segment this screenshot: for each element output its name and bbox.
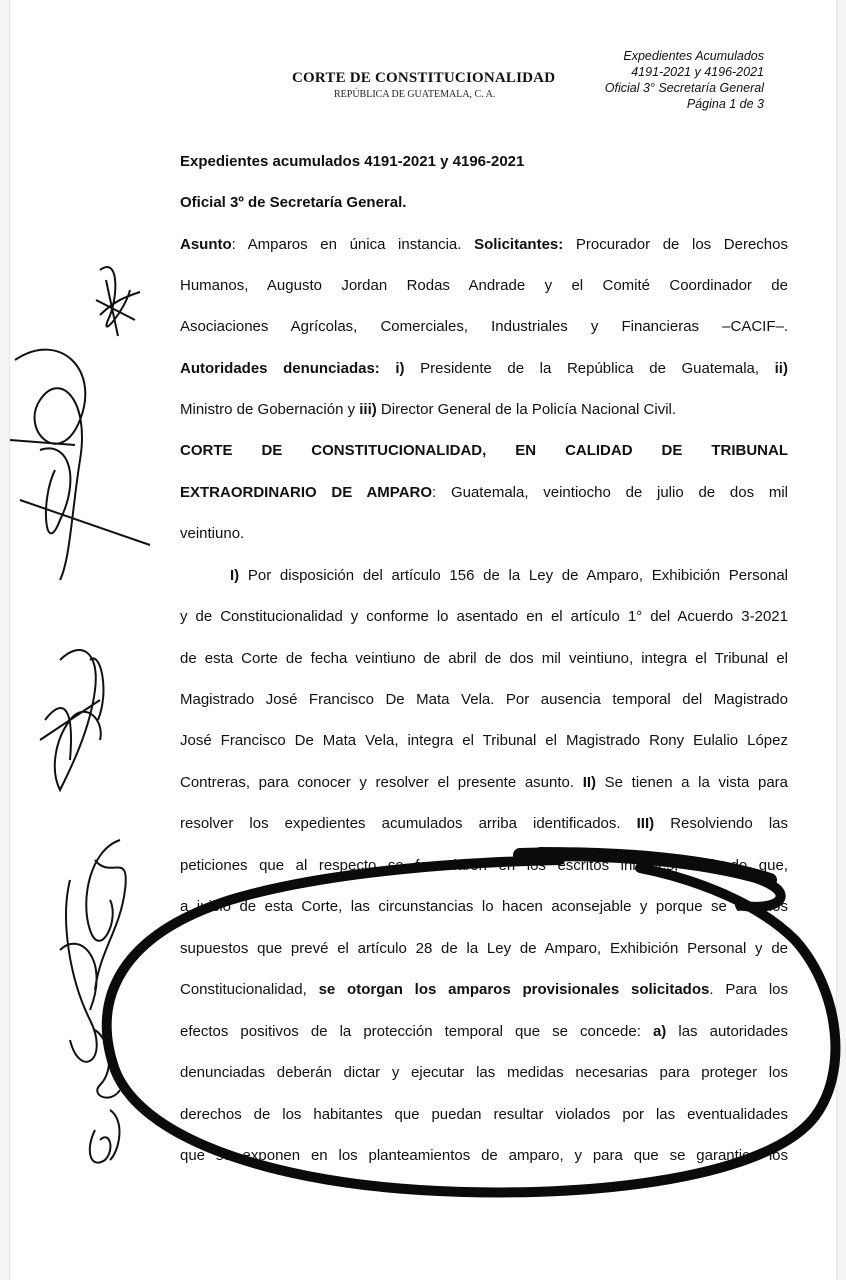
text-line: Contreras, para conocer y resolver el presente asunto. II) Se tienen a la vista para — [180, 774, 788, 791]
ref-line: 4191-2021 y 4196-2021 — [631, 65, 764, 79]
text-line: I) Por disposición del artículo 156 de la Ley de Amparo, Exhibición Personal — [230, 567, 788, 584]
page-number: Página 1 de 3 — [686, 97, 764, 111]
text-line: Asunto: Amparos en única instancia. Solicitantes: Procurador de los Derechos — [180, 236, 788, 253]
text-line: denunciadas deberán dictar y ejecutar las medidas necesarias para proteger los — [180, 1064, 788, 1081]
office-line: Oficial 3º de Secretaría General. — [180, 194, 407, 211]
case-numbers: Expedientes acumulados 4191-2021 y 4196-2021 — [180, 153, 525, 170]
text-line: derechos de los habitantes que puedan resultar violados por las eventualidades — [180, 1106, 788, 1123]
text-line: de esta Corte de fecha veintiuno de abril de dos mil veintiuno, integra el Tribunal el — [180, 650, 788, 667]
ref-line: Expedientes Acumulados — [623, 49, 764, 63]
text-line: veintiuno. — [180, 525, 245, 542]
file-reference — [605, 48, 764, 112]
text-line: supuestos que prevé el artículo 28 de la Ley de Amparo, Exhibición Personal y de — [180, 940, 788, 957]
text-line: Asociaciones Agrícolas, Comerciales, Industriales y Financieras –CACIF–. — [180, 318, 788, 335]
text-line: que se exponen en los planteamientos de amparo, y para que se garantice los — [180, 1147, 788, 1164]
text-line: Ministro de Gobernación y iii) Director General de la Policía Nacional Civil. — [180, 401, 677, 418]
text-line: Autoridades denunciadas: i) Presidente de la República de Guatemala, ii) — [180, 360, 788, 377]
text-line: Humanos, Augusto Jordan Rodas Andrade y el Comité Coordinador de — [180, 277, 788, 294]
text-line: José Francisco De Mata Vela, integra el Tribunal el Magistrado Rony Eulalio López — [180, 732, 788, 749]
text-line: efectos positivos de la protección temporal que se concede: a) las autoridades — [180, 1023, 789, 1040]
court-country: REPÚBLICA DE GUATEMALA, C. A. — [334, 89, 496, 100]
text-line: EXTRAORDINARIO DE AMPARO: Guatemala, veintiocho de julio de dos mil — [180, 484, 788, 501]
text-line: y de Constitucionalidad y conforme lo asentado en el artículo 1° del Acuerdo 3-2021 — [180, 608, 788, 625]
ref-line: Oficial 3° Secretaría General — [604, 81, 764, 95]
text-line: Magistrado José Francisco De Mata Vela. Por ausencia temporal del Magistrado — [180, 691, 788, 708]
text-line: resolver los expedientes acumulados arriba identificados. III) Resolviendo las — [180, 815, 788, 832]
court-name: CORTE DE CONSTITUCIONALIDAD — [292, 70, 556, 86]
document-page — [10, 0, 836, 1280]
text-line: a juicio de esta Corte, las circunstancias lo hacen aconsejable y porque se dan los — [180, 898, 788, 915]
text-line: CORTE DE CONSTITUCIONALIDAD, EN CALIDAD DE TRIBUNAL — [180, 442, 788, 459]
text-line: peticiones que al respecto se formularon en los escritos iniciales, derivado que, — [180, 857, 788, 874]
text-line: Constitucionalidad, se otorgan los amparos provisionales solicitados. Para los — [180, 981, 788, 998]
